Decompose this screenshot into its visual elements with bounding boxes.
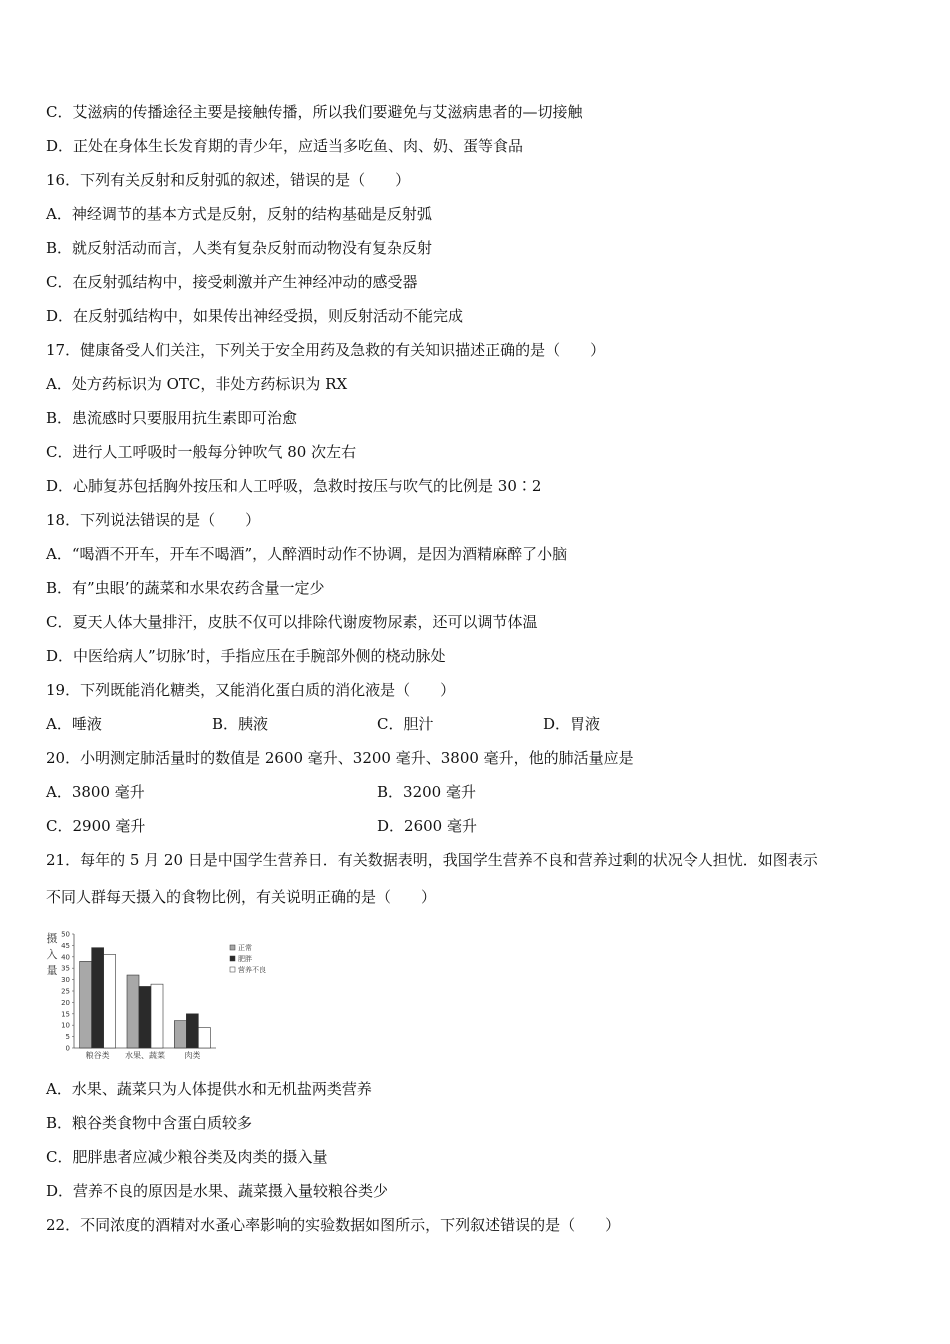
bar-正常-粮谷类 — [80, 961, 92, 1048]
y-tick-label: 45 — [61, 941, 70, 950]
y-axis-label-char: 入 — [46, 948, 58, 961]
q18-option-c: C．夏天人体大量排汗，皮肤不仅可以排除代谢废物尿素，还可以调节体温 — [46, 613, 538, 631]
q19-option-a: A．唾液 — [46, 715, 102, 733]
q19-option-b: B．胰液 — [212, 715, 269, 733]
q17-option-d: D．心肺复苏包括胸外按压和人工呼吸，急救时按压与吹气的比例是 30∶2 — [46, 477, 542, 495]
q17-option-a: A．处方药标识为 OTC，非处方药标识为 RX — [46, 375, 348, 393]
q18-option-a: A．“喝酒不开车，开车不喝酒”，人醉酒时动作不协调，是因为酒精麻醉了小脑 — [46, 545, 568, 563]
legend-swatch-肥胖 — [230, 956, 235, 961]
q19-option-d: D．胃液 — [543, 715, 601, 733]
bar-营养不良-粮谷类 — [104, 955, 116, 1048]
y-tick-label: 20 — [61, 998, 70, 1007]
q17-option-c: C．进行人工呼吸时一般每分钟吹气 80 次左右 — [46, 443, 357, 461]
q20-option-b: B．3200 毫升 — [377, 783, 476, 801]
y-tick-label: 35 — [61, 964, 70, 973]
question-22: 22．不同浓度的酒精对水蚤心率影响的实验数据如图所示，下列叙述错误的是（ ） — [46, 1216, 621, 1234]
q21-option-c: C．肥胖患者应减少粮谷类及肉类的摄入量 — [46, 1148, 328, 1166]
q21-option-d: D．营养不良的原因是水果、蔬菜摄入量较粮谷类少 — [46, 1182, 389, 1200]
question-20: 20．小明测定肺活量时的数值是 2600 毫升、3200 毫升、3800 毫升，他的肺活量应是 — [46, 749, 634, 767]
q20-option-a: A．3800 毫升 — [46, 783, 145, 801]
y-tick-label: 10 — [61, 1021, 70, 1030]
q18-option-d: D．中医给病人”切脉’时，手指应压在手腕部外侧的桡动脉处 — [46, 647, 446, 665]
y-tick-label: 0 — [65, 1044, 70, 1053]
question-17: 17．健康备受人们关注，下列关于安全用药及急救的有关知识描述正确的是（ ） — [46, 341, 606, 359]
y-axis-label-char: 摄 — [46, 932, 58, 945]
q16-option-b: B．就反射活动而言，人类有复杂反射而动物没有复杂反射 — [46, 239, 433, 257]
x-tick-label: 肉类 — [184, 1051, 201, 1060]
intake-bar-chart — [44, 926, 284, 1064]
q21-option-b: B．粮谷类食物中含蛋白质较多 — [46, 1114, 253, 1132]
bar-正常-水果、蔬菜 — [127, 975, 139, 1048]
bar-肥胖-粮谷类 — [92, 948, 104, 1048]
q16-option-c: C．在反射弧结构中，接受刺激并产生神经冲动的感受器 — [46, 273, 418, 291]
y-tick-label: 25 — [61, 987, 70, 996]
question-19: 19．下列既能消化糖类，又能消化蛋白质的消化液是（ ） — [46, 681, 456, 699]
bar-肥胖-水果、蔬菜 — [139, 986, 151, 1048]
bar-正常-肉类 — [174, 1021, 186, 1048]
question-16: 16．下列有关反射和反射弧的叙述，错误的是（ ） — [46, 171, 411, 189]
x-tick-label: 粮谷类 — [85, 1051, 110, 1060]
q17-option-b: B．患流感时只要服用抗生素即可治愈 — [46, 409, 298, 427]
bar-肥胖-肉类 — [186, 1014, 198, 1048]
question-21-line-1: 21．每年的 5 月 20 日是中国学生营养日．有关数据表明，我国学生营养不良和营养过剩的状况令人担忧．如图表示 — [46, 851, 818, 869]
x-tick-label: 水果、蔬菜 — [125, 1051, 165, 1060]
q21-option-a: A．水果、蔬菜只为人体提供水和无机盐两类营养 — [46, 1080, 372, 1098]
question-18: 18．下列说法错误的是（ ） — [46, 511, 261, 529]
question-21-line-2: 不同人群每天摄入的食物比例，有关说明正确的是（ ） — [46, 888, 437, 906]
legend-label: 营养不良 — [238, 966, 266, 974]
option-d-prev: D．正处在身体生长发育期的青少年，应适当多吃鱼、肉、奶、蛋等食品 — [46, 137, 524, 155]
q16-option-a: A．神经调节的基本方式是反射，反射的结构基础是反射弧 — [46, 205, 432, 223]
bar-营养不良-水果、蔬菜 — [151, 984, 163, 1048]
y-tick-label: 50 — [61, 930, 70, 939]
q20-option-d: D．2600 毫升 — [377, 817, 477, 835]
legend-swatch-营养不良 — [230, 967, 235, 972]
option-c-prev: C．艾滋病的传播途径主要是接触传播，所以我们要避免与艾滋病患者的—切接触 — [46, 103, 583, 121]
q18-option-b: B．有”虫眼’的蔬菜和水果农药含量一定少 — [46, 579, 325, 597]
y-tick-label: 40 — [61, 953, 70, 962]
y-tick-label: 30 — [61, 976, 70, 985]
y-axis-label-char: 量 — [46, 964, 58, 977]
q19-option-c: C．胆汁 — [377, 715, 434, 733]
q16-option-d: D．在反射弧结构中，如果传出神经受损，则反射活动不能完成 — [46, 307, 464, 325]
y-tick-label: 5 — [65, 1033, 70, 1042]
legend-swatch-正常 — [230, 945, 235, 950]
y-tick-label: 15 — [61, 1010, 70, 1019]
bar-营养不良-肉类 — [198, 1027, 210, 1048]
legend-label: 肥胖 — [238, 955, 252, 963]
q20-option-c: C．2900 毫升 — [46, 817, 146, 835]
legend-label: 正常 — [238, 944, 252, 952]
